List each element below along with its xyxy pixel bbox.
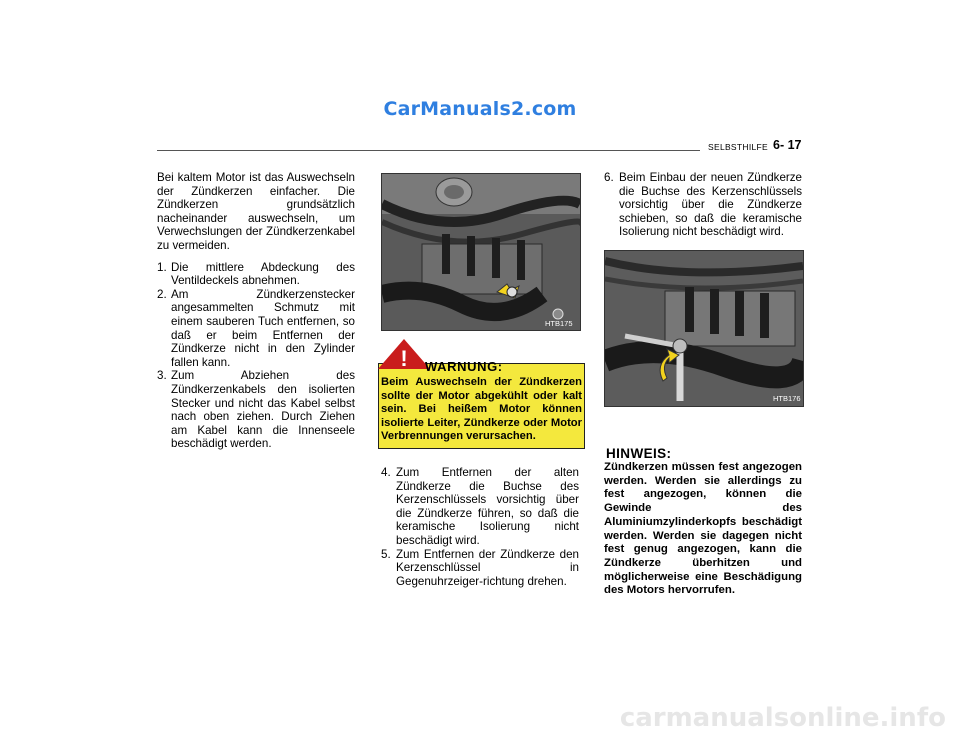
step-number: 3.	[157, 369, 167, 383]
hint-title: HINWEIS:	[606, 446, 672, 461]
engine-photo-drawing	[382, 174, 580, 330]
step-number: 2.	[157, 287, 167, 301]
warning-triangle-icon	[378, 339, 430, 369]
step-text: Zum Abziehen des Zündkerzenkabels den isolierten Stecker und nicht das Kabel selbst nach oben ziehen. Durch Ziehen am Kabel kann die Innenseele beschädigt werden.	[171, 369, 355, 451]
step-text: Zum Entfernen der Zündkerze den Kerzenschlüssel in Gegenuhrzeiger-richtung drehen.	[396, 547, 579, 588]
step-number: 1.	[157, 260, 167, 274]
step-text: Die mittlere Abdeckung des Ventildeckels abnehmen.	[171, 260, 355, 288]
steps-list-middle	[381, 466, 579, 588]
hint-text: Zündkerzen müssen fest angezogen werden. Werden sie allerdings zu fest angezogen, können die Gewinde des Aluminiumzylinderkopfs beschädigt werden. Werden sie dagegen nicht fest genug angezogen, kann die Zündkerze überhitzen und möglicherweise eine Beschädigung des Motors hervorrufen.	[604, 461, 802, 597]
watermark-top-logo[interactable]: CarManuals2.com	[383, 98, 577, 120]
step-text: Am Zündkerzenstecker angesammelten Schmutz mit einem sauberen Tuch entfernen, so daß er beim Entfernen der Zündkerze nicht in den Zylinder fallen kann.	[171, 287, 355, 369]
warning-exclamation: !	[400, 346, 408, 369]
warning-title: WARNUNG:	[425, 359, 503, 374]
step-text: Beim Einbau der neuen Zündkerze die Buchse des Kerzenschlüssels vorsichtig über die Zündkerze schieben, so daß die keramische Isolierung nicht beschädigt wird.	[619, 171, 802, 239]
list-item	[381, 466, 579, 548]
step-number: 5.	[381, 547, 391, 561]
step-text: Zum Entfernen der alten Zündkerze die Buchse des Kerzenschlüssels vorsichtig über die Zündkerze führen, so daß die keramische Isolierung nicht beschädigt wird.	[396, 466, 579, 547]
engine-photo-drawing	[605, 251, 803, 406]
intro-paragraph: Bei kaltem Motor ist das Auswechseln der Zündkerzen einfacher. Die Zündkerzen grundsätzlich nacheinander auswechseln, um Verwechslungen der Zündkerzenkabel zu vermeiden.	[157, 171, 355, 252]
list-item	[157, 369, 355, 451]
engine-photo-htb175	[381, 173, 581, 331]
engine-photo-htb176	[604, 250, 804, 407]
photo-code-label: HTB175	[545, 319, 573, 328]
watermark-bottom-logo[interactable]: carmanualsonline.info	[619, 703, 946, 733]
list-item	[157, 261, 355, 288]
left-column	[157, 171, 355, 451]
middle-column-steps	[381, 466, 579, 588]
list-item	[157, 288, 355, 370]
step-number: 4.	[381, 466, 391, 479]
list-item	[604, 171, 802, 239]
right-column-steps	[604, 171, 802, 239]
page-number: 6- 17	[773, 138, 802, 152]
steps-list-left	[157, 261, 355, 451]
list-item	[381, 548, 579, 589]
section-title: SELBSTHILFE	[708, 142, 768, 152]
steps-list-right	[604, 171, 802, 239]
warning-text: Beim Auswechseln der Zündkerzen sollte der Motor abgekühlt oder kalt sein. Bei heißem Motor können isolierte Leiter, Zündkerze oder Motor Verbrennungen verursachen.	[381, 376, 582, 443]
photo-code-label: HTB176	[773, 394, 801, 403]
step-number: 6.	[604, 171, 614, 184]
